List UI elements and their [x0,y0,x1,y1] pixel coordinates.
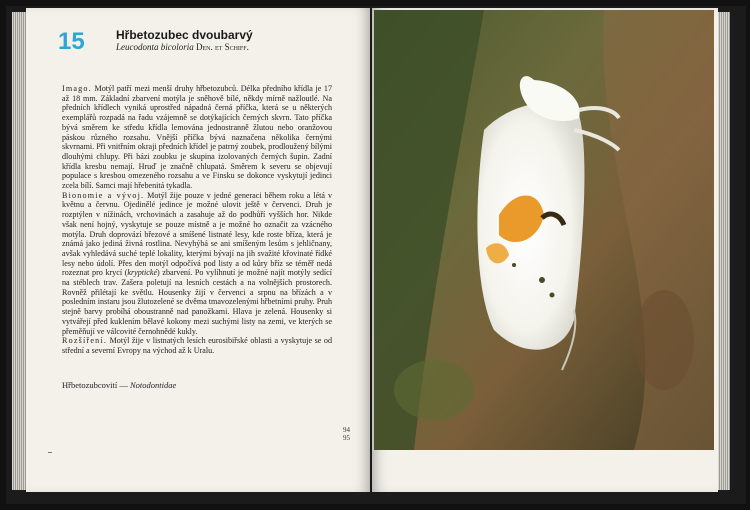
bionomie-paragraph [62,191,332,337]
species-number: 15 [58,28,85,55]
page-edges-left [12,12,26,490]
species-latin-name [116,42,249,52]
latin-binomial: Leucodonta bicoloria [116,42,194,52]
family-dash: — [119,380,128,390]
species-description [62,84,332,356]
page-number-right: 95 [343,434,350,442]
moss-patch [394,360,474,420]
bionomie-label: Bionomie a vývoj. [62,190,145,200]
moth-photograph [374,10,714,450]
print-mark [48,452,52,453]
imago-label: Imago. [62,84,92,93]
page-number-left: 94 [343,426,350,434]
bionomie-text: Motýl žije pouze v jedné generaci během roku a létá v květnu a červnu. Ojedinělé jedince je možné ulovit ještě v červenci. Druh je rozptýlen v nížinách, vrchovinách a zasahuje až do podhůří vyšších hor. Nikde však není hojný, vyskytuje se pouze místně a je možné ho označit za vzácného motýla. Druh doprovází březové a smíšené listnaté lesy, kde roste bříza, která je známá jako jediná živná rostlina. Nevyhýbá se ani smíšeným lesům s jehličnany, avšak vyhledává suché teplé lokality, kterými bývají na jih svažité křovinaté řídké lesy nebo údolí. Přes den motýl odpočívá pod listy a od kůry bříz se téměř nedá rozeznat pro krycí ( [62,190,332,278]
page-numbers [343,426,350,442]
bark-crack [634,290,694,390]
imago-paragraph [62,84,332,191]
species-common-name: Hřbetozubec dvoubarvý [116,28,253,42]
family-line [62,380,176,390]
rozsireni-paragraph [62,336,332,355]
species-author: Den. et Schiff. [196,42,249,52]
family-name-latin: Notodontidae [129,380,177,390]
imago-text: Motýl patří mezi menší druhy hřbetozubců. Délka předního křídla je 17 až 18 mm. Základní zbarvení motýla je sněhově bílé, někdy mírně nažloutlé. Na předních křídlech vyniká uprostřed nápadná černá příčka, která se u některých exemplářů rozpadá na řadu vzájemně se dotýkajících černých skvrn. Tato příčka bývá směrem ke středu křídla lemována jednostranně žlutou nebo oranžovou páskou různého rozsahu. Vnější příčka bývá naznačena několika černými skvrnami. Při vnitřním okraji předních křídel je patrný zoubek, prodloužený bílými dlouhými chlupy. Při bázi zoubku je skupina izolovaných černých šupin. Zadní křídla kresbu nemají. Hruď je značně chlupatá. Směrem k severu se objevují populace s kresbou omezeného rozsahu a ve Finsku se dokonce vyskytují jedinci zcela bílí. Samci mají hřebenitá tykadla. [62,84,332,191]
moth-photo-illustration [374,10,714,450]
page-edges-right [718,12,730,490]
bionomie-text-2: ) zbarvení. Po vylíhnutí je možné najít motýly sedící na stéblech trav. Zašera poletují na lesních cestách a na volnějších prostorech. Rovněž přilétají ke světlu. Housenky žijí v červenci a srpnu na břízách a v posledním instaru jsou žlutozelené se dvěma tmavozelenými hřbetními pruhy. Pruh stejně barvy probíhá oboustranně nad panožkami. Hlava je zelená. Housenky si vytvářejí před kuklením bělavé kokony mezi suchými listy na zemi, ve kterých se přeměňují ve válcovité černohnědé kukly. [62,268,332,336]
family-name-cz: Hřbetozubcovití [62,380,118,390]
kryptic-word: kryptické [127,268,158,278]
rozsireni-text: Motýl žije v listnatých lesích eurosibiřské oblasti a vyskytuje se od střední a severní Evropy na východ až k Uralu. [62,336,332,355]
rozsireni-label: Rozšíření. [62,336,108,346]
